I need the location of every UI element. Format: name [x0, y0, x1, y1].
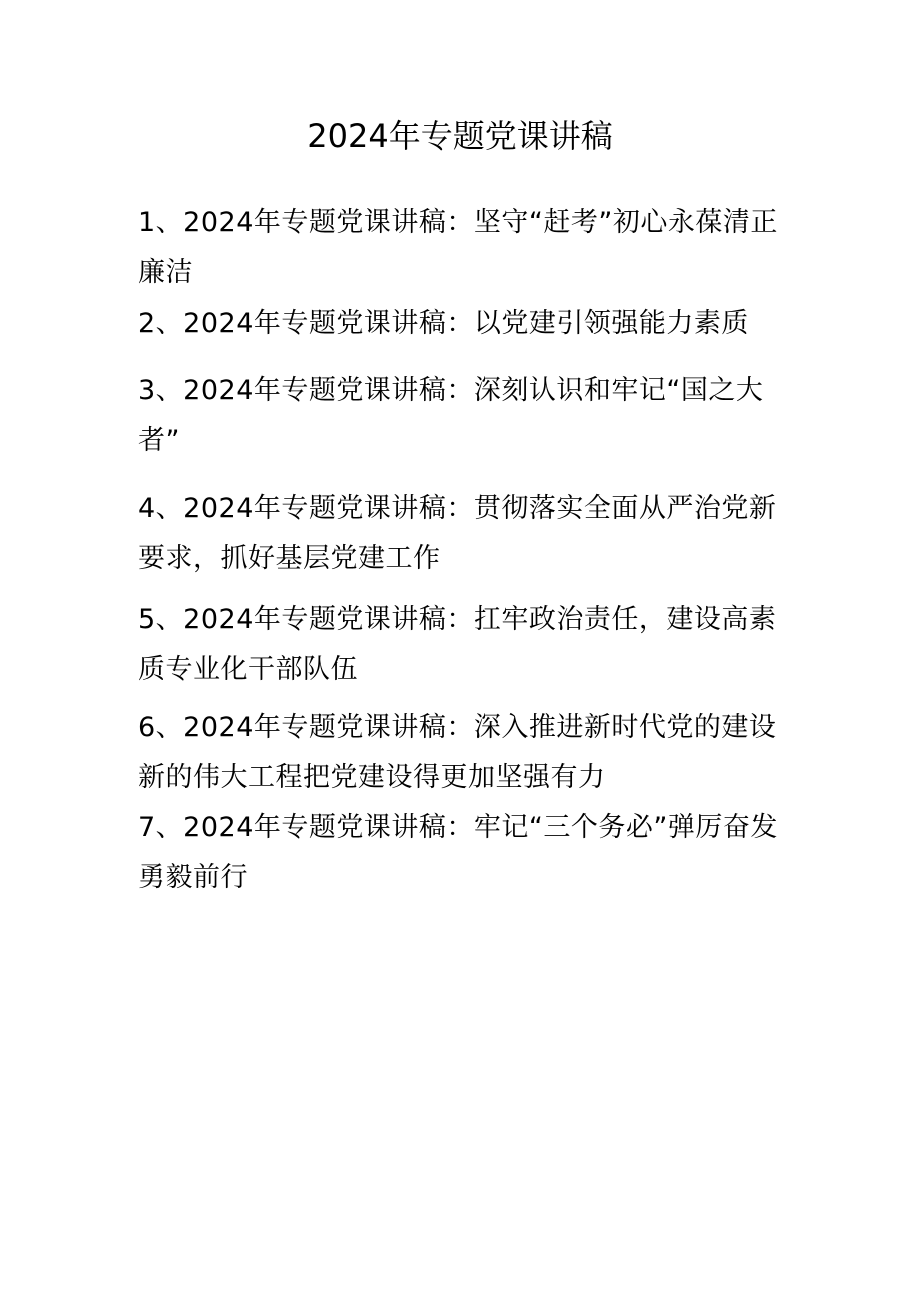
toc-item: 5、2024年专题党课讲稿：扛牢政治责任，建设高素质专业化干部队伍 — [138, 604, 777, 685]
toc-item: 6、2024年专题党课讲稿：深入推进新时代党的建设新的伟大工程把党建设得更加坚强有力 — [138, 712, 777, 793]
toc-item: 4、2024年专题党课讲稿：贯彻落实全面从严治党新要求，抓好基层党建工作 — [138, 493, 777, 574]
toc-item: 3、2024年专题党课讲稿：深刻认识和牢记“国之大者” — [138, 375, 764, 456]
document-title: 2024年专题党课讲稿 — [307, 117, 613, 155]
toc-item: 1、2024年专题党课讲稿：坚守“赶考”初心永葆清正廉洁 — [138, 207, 778, 288]
toc-item: 7、2024年专题党课讲稿：牢记“三个务必”弹厉奋发勇毅前行 — [138, 812, 778, 893]
toc-item: 2、2024年专题党课讲稿：以党建引领强能力素质 — [138, 308, 749, 339]
